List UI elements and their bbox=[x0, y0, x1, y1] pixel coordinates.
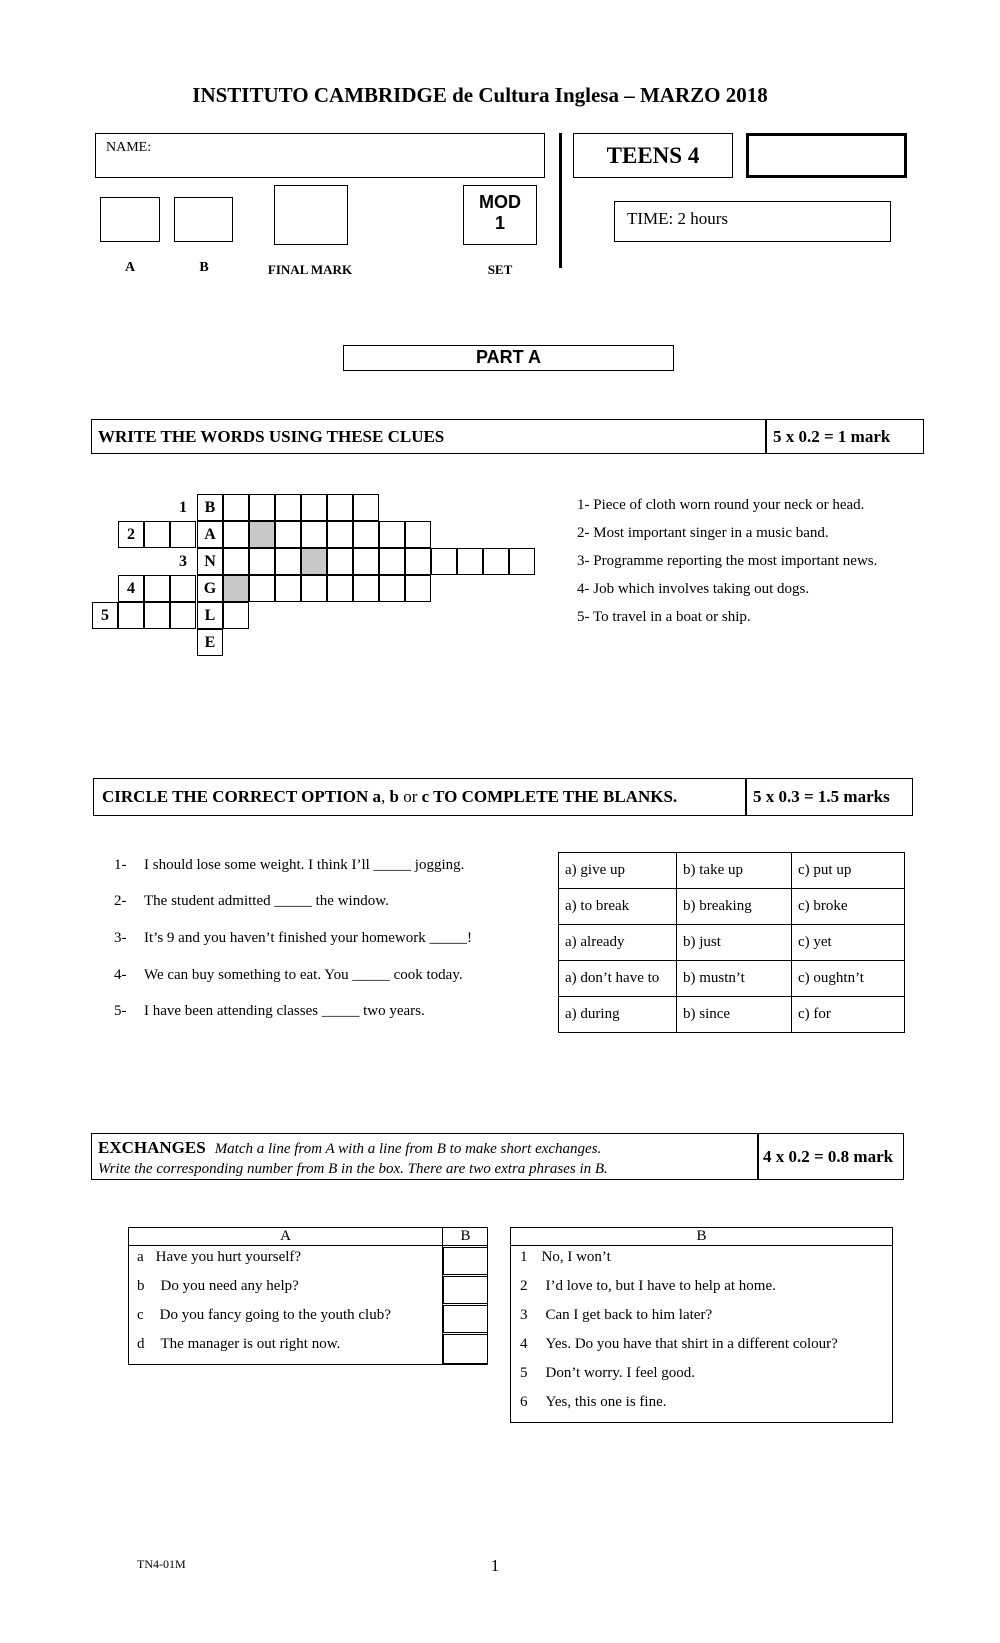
exchanges-table-b bbox=[510, 1227, 893, 1423]
crossword-cell[interactable] bbox=[353, 521, 379, 548]
time-box bbox=[614, 201, 891, 242]
exchange-b-item bbox=[520, 1307, 712, 1324]
section2-marks: 5 x 0.3 = 1.5 marks bbox=[753, 787, 890, 806]
crossword-cell[interactable] bbox=[353, 494, 379, 521]
row-number: 1 bbox=[179, 498, 187, 516]
crossword-cell[interactable] bbox=[405, 575, 431, 602]
exchange-b-item bbox=[520, 1249, 611, 1266]
row-number: 4 bbox=[118, 575, 144, 602]
mod-number: 1 bbox=[494, 213, 505, 233]
crossword-cell[interactable] bbox=[405, 548, 431, 575]
item-text: No, I won’t bbox=[541, 1249, 611, 1265]
item-text: The manager is out right now. bbox=[160, 1336, 341, 1352]
option-a[interactable]: a) give up bbox=[559, 853, 677, 889]
label-final-mark: FINAL MARK bbox=[267, 262, 353, 277]
item-number: 4 bbox=[520, 1336, 528, 1352]
crossword-cell[interactable] bbox=[223, 521, 249, 548]
clue-2: 2- Most important singer in a music band. bbox=[577, 525, 829, 541]
crossword-cell[interactable] bbox=[170, 575, 196, 602]
footer-code: TN4-01M bbox=[137, 1557, 186, 1571]
part-label: PART A bbox=[476, 347, 541, 367]
answer-box[interactable] bbox=[443, 1276, 488, 1304]
item-text: Can I get back to him later? bbox=[545, 1307, 713, 1323]
option-a[interactable]: a) to break bbox=[559, 889, 677, 925]
crossword-cell[interactable] bbox=[301, 521, 327, 548]
option-a[interactable]: a) don’t have to bbox=[559, 961, 677, 997]
row-number: 3 bbox=[179, 552, 187, 570]
option-c[interactable]: c) yet bbox=[792, 925, 905, 961]
question-4 bbox=[114, 967, 463, 984]
question-number: 1- bbox=[114, 857, 127, 873]
option-c[interactable]: c) broke bbox=[792, 889, 905, 925]
option-c[interactable]: c) put up bbox=[792, 853, 905, 889]
section3-marks: 4 x 0.2 = 0.8 mark bbox=[763, 1147, 894, 1166]
name-field[interactable] bbox=[95, 133, 545, 178]
section1-marks: 5 x 0.2 = 1 mark bbox=[773, 427, 891, 446]
level-blank-box[interactable] bbox=[746, 133, 907, 178]
crossword-cell[interactable] bbox=[405, 521, 431, 548]
crossword-cell[interactable] bbox=[275, 521, 301, 548]
question-2 bbox=[114, 893, 389, 910]
exchange-b-item bbox=[520, 1278, 776, 1295]
crossword-cell[interactable] bbox=[223, 494, 249, 521]
crossword-cell[interactable] bbox=[301, 494, 327, 521]
crossword-cell[interactable] bbox=[301, 575, 327, 602]
crossword-cell[interactable] bbox=[144, 575, 170, 602]
clue-1: 1- Piece of cloth worn round your neck or head. bbox=[577, 497, 865, 513]
crossword-cell[interactable] bbox=[353, 548, 379, 575]
item-number: 2 bbox=[520, 1278, 528, 1294]
section2-header bbox=[93, 778, 913, 816]
exchange-a-item bbox=[137, 1307, 391, 1324]
level-box bbox=[573, 133, 733, 178]
option-b[interactable]: b) mustn’t bbox=[677, 961, 792, 997]
section3-instructions-2: Write the corresponding number from B in the box. There are two extra phrases in B. bbox=[98, 1161, 608, 1177]
row-number: 2 bbox=[118, 521, 144, 548]
final-mark-box[interactable] bbox=[274, 185, 348, 245]
item-letter: c bbox=[137, 1307, 144, 1323]
clue-5: 5- To travel in a boat or ship. bbox=[577, 609, 751, 625]
part-label-box bbox=[343, 345, 674, 371]
exchange-a-item bbox=[137, 1278, 299, 1295]
keyword-cell: B bbox=[197, 494, 223, 521]
crossword-cell[interactable] bbox=[379, 548, 405, 575]
section1-title: WRITE THE WORDS USING THESE CLUES bbox=[98, 427, 445, 446]
question-text: It’s 9 and you haven’t finished your homework _____! bbox=[144, 930, 473, 946]
keyword-cell: L bbox=[197, 602, 223, 629]
crossword-cell[interactable] bbox=[144, 602, 170, 629]
options-row bbox=[559, 889, 905, 925]
header-divider bbox=[559, 133, 562, 268]
crossword-cell[interactable] bbox=[457, 548, 483, 575]
item-number: 5 bbox=[520, 1365, 528, 1381]
question-number: 5- bbox=[114, 1003, 127, 1019]
section2-title-post: TO COMPLETE THE BLANKS. bbox=[429, 787, 678, 806]
section1-header bbox=[91, 419, 924, 454]
crossword-cell[interactable] bbox=[144, 521, 170, 548]
exchange-b-item bbox=[520, 1365, 695, 1382]
table-b-header: B bbox=[511, 1228, 892, 1246]
item-letter: b bbox=[137, 1278, 145, 1294]
crossword-cell[interactable] bbox=[275, 494, 301, 521]
question-1 bbox=[114, 857, 464, 874]
section3-title: EXCHANGES bbox=[98, 1138, 206, 1157]
row-number: 5 bbox=[92, 602, 118, 629]
option-b-label: b bbox=[389, 787, 399, 806]
shaded-cell bbox=[301, 548, 327, 575]
question-5 bbox=[114, 1003, 425, 1020]
crossword-cell[interactable] bbox=[327, 494, 353, 521]
crossword-cell[interactable] bbox=[327, 575, 353, 602]
exchange-b-item bbox=[520, 1336, 838, 1353]
crossword-cell[interactable] bbox=[223, 602, 249, 629]
mod-set-box bbox=[463, 185, 537, 245]
option-c[interactable]: c) oughtn’t bbox=[792, 961, 905, 997]
label-a: A bbox=[124, 260, 136, 275]
item-text: Have you hurt yourself? bbox=[155, 1249, 302, 1265]
label-b: B bbox=[199, 260, 209, 275]
keyword-cell: G bbox=[197, 575, 223, 602]
label-set: SET bbox=[487, 262, 513, 277]
crossword-cell[interactable] bbox=[379, 521, 405, 548]
crossword-cell[interactable] bbox=[118, 602, 144, 629]
time-text: TIME: 2 hours bbox=[627, 209, 729, 228]
col-b-header: B bbox=[442, 1228, 488, 1246]
item-text: Yes, this one is fine. bbox=[545, 1394, 667, 1410]
exchanges-table-a bbox=[128, 1227, 488, 1365]
answer-box[interactable] bbox=[443, 1334, 488, 1364]
section2-title-sep: , bbox=[380, 787, 390, 806]
answer-box[interactable] bbox=[443, 1247, 488, 1275]
crossword-cell[interactable] bbox=[223, 548, 249, 575]
item-letter: d bbox=[137, 1336, 145, 1352]
question-number: 4- bbox=[114, 967, 127, 983]
question-3 bbox=[114, 930, 472, 947]
crossword-cell[interactable] bbox=[170, 521, 196, 548]
question-text: I should lose some weight. I think I’ll _____ jogging. bbox=[144, 857, 465, 873]
crossword-cell[interactable] bbox=[275, 575, 301, 602]
crossword-cell[interactable] bbox=[170, 602, 196, 629]
shaded-cell bbox=[223, 575, 249, 602]
clue-3: 3- Programme reporting the most important news. bbox=[577, 553, 878, 569]
page-number: 1 bbox=[490, 1556, 500, 1575]
item-text: Yes. Do you have that shirt in a different colour? bbox=[545, 1336, 838, 1352]
level-label: TEENS 4 bbox=[606, 142, 700, 168]
question-number: 3- bbox=[114, 930, 127, 946]
crossword-cell[interactable] bbox=[249, 575, 275, 602]
exchange-a-item bbox=[137, 1249, 301, 1266]
section3-header bbox=[91, 1133, 904, 1180]
mod-label: MOD bbox=[479, 192, 521, 212]
options-row bbox=[559, 961, 905, 997]
section2-title-or: or bbox=[398, 787, 422, 806]
section2-title bbox=[102, 787, 677, 807]
item-number: 1 bbox=[520, 1249, 528, 1265]
keyword-cell: E bbox=[197, 629, 223, 656]
keyword-cell: A bbox=[197, 521, 223, 548]
mark-box-b[interactable] bbox=[174, 197, 233, 242]
crossword-cell[interactable] bbox=[327, 521, 353, 548]
crossword-cell[interactable] bbox=[509, 548, 535, 575]
section3-instructions-1: Match a line from A with a line from B to make short exchanges. bbox=[214, 1141, 602, 1157]
options-row bbox=[559, 925, 905, 961]
answer-box[interactable] bbox=[443, 1305, 488, 1333]
crossword-cell[interactable] bbox=[327, 548, 353, 575]
option-b[interactable]: b) just bbox=[677, 925, 792, 961]
crossword-cell[interactable] bbox=[249, 548, 275, 575]
crossword-cell[interactable] bbox=[431, 548, 457, 575]
option-a[interactable]: a) already bbox=[559, 925, 677, 961]
crossword-cell[interactable] bbox=[483, 548, 509, 575]
crossword-cell[interactable] bbox=[353, 575, 379, 602]
item-number: 6 bbox=[520, 1394, 528, 1410]
page-title: INSTITUTO CAMBRIDGE de Cultura Inglesa – MARZO 2018 bbox=[192, 83, 768, 107]
options-row bbox=[559, 853, 905, 889]
shaded-cell bbox=[249, 521, 275, 548]
col-a-header: A bbox=[129, 1228, 442, 1246]
clue-4: 4- Job which involves taking out dogs. bbox=[577, 581, 810, 597]
name-label: NAME: bbox=[106, 140, 152, 155]
item-number: 3 bbox=[520, 1307, 528, 1323]
item-text: Don’t worry. I feel good. bbox=[545, 1365, 696, 1381]
item-text: Do you fancy going to the youth club? bbox=[159, 1307, 391, 1323]
question-text: We can buy something to eat. You _____ cook today. bbox=[144, 967, 463, 983]
crossword-cell[interactable] bbox=[249, 494, 275, 521]
exchange-b-item bbox=[520, 1394, 666, 1411]
item-text: Do you need any help? bbox=[160, 1278, 299, 1294]
question-text: I have been attending classes _____ two years. bbox=[144, 1003, 425, 1019]
options-table bbox=[558, 852, 905, 1033]
option-a-label: a bbox=[372, 787, 381, 806]
option-b[interactable]: b) since bbox=[677, 997, 792, 1033]
item-text: I’d love to, but I have to help at home. bbox=[545, 1278, 776, 1294]
option-c[interactable]: c) for bbox=[792, 997, 905, 1033]
mark-box-a[interactable] bbox=[100, 197, 160, 242]
question-text: The student admitted _____ the window. bbox=[144, 893, 389, 909]
option-c-label: c bbox=[421, 787, 430, 806]
option-b[interactable]: b) take up bbox=[677, 853, 792, 889]
section2-title-pre: CIRCLE THE CORRECT OPTION bbox=[102, 787, 369, 806]
option-b[interactable]: b) breaking bbox=[677, 889, 792, 925]
question-number: 2- bbox=[114, 893, 127, 909]
options-row bbox=[559, 997, 905, 1033]
option-a[interactable]: a) during bbox=[559, 997, 677, 1033]
crossword-cell[interactable] bbox=[379, 575, 405, 602]
crossword-cell[interactable] bbox=[275, 548, 301, 575]
exchange-a-item bbox=[137, 1336, 340, 1353]
keyword-cell: N bbox=[197, 548, 223, 575]
item-letter: a bbox=[137, 1249, 144, 1265]
